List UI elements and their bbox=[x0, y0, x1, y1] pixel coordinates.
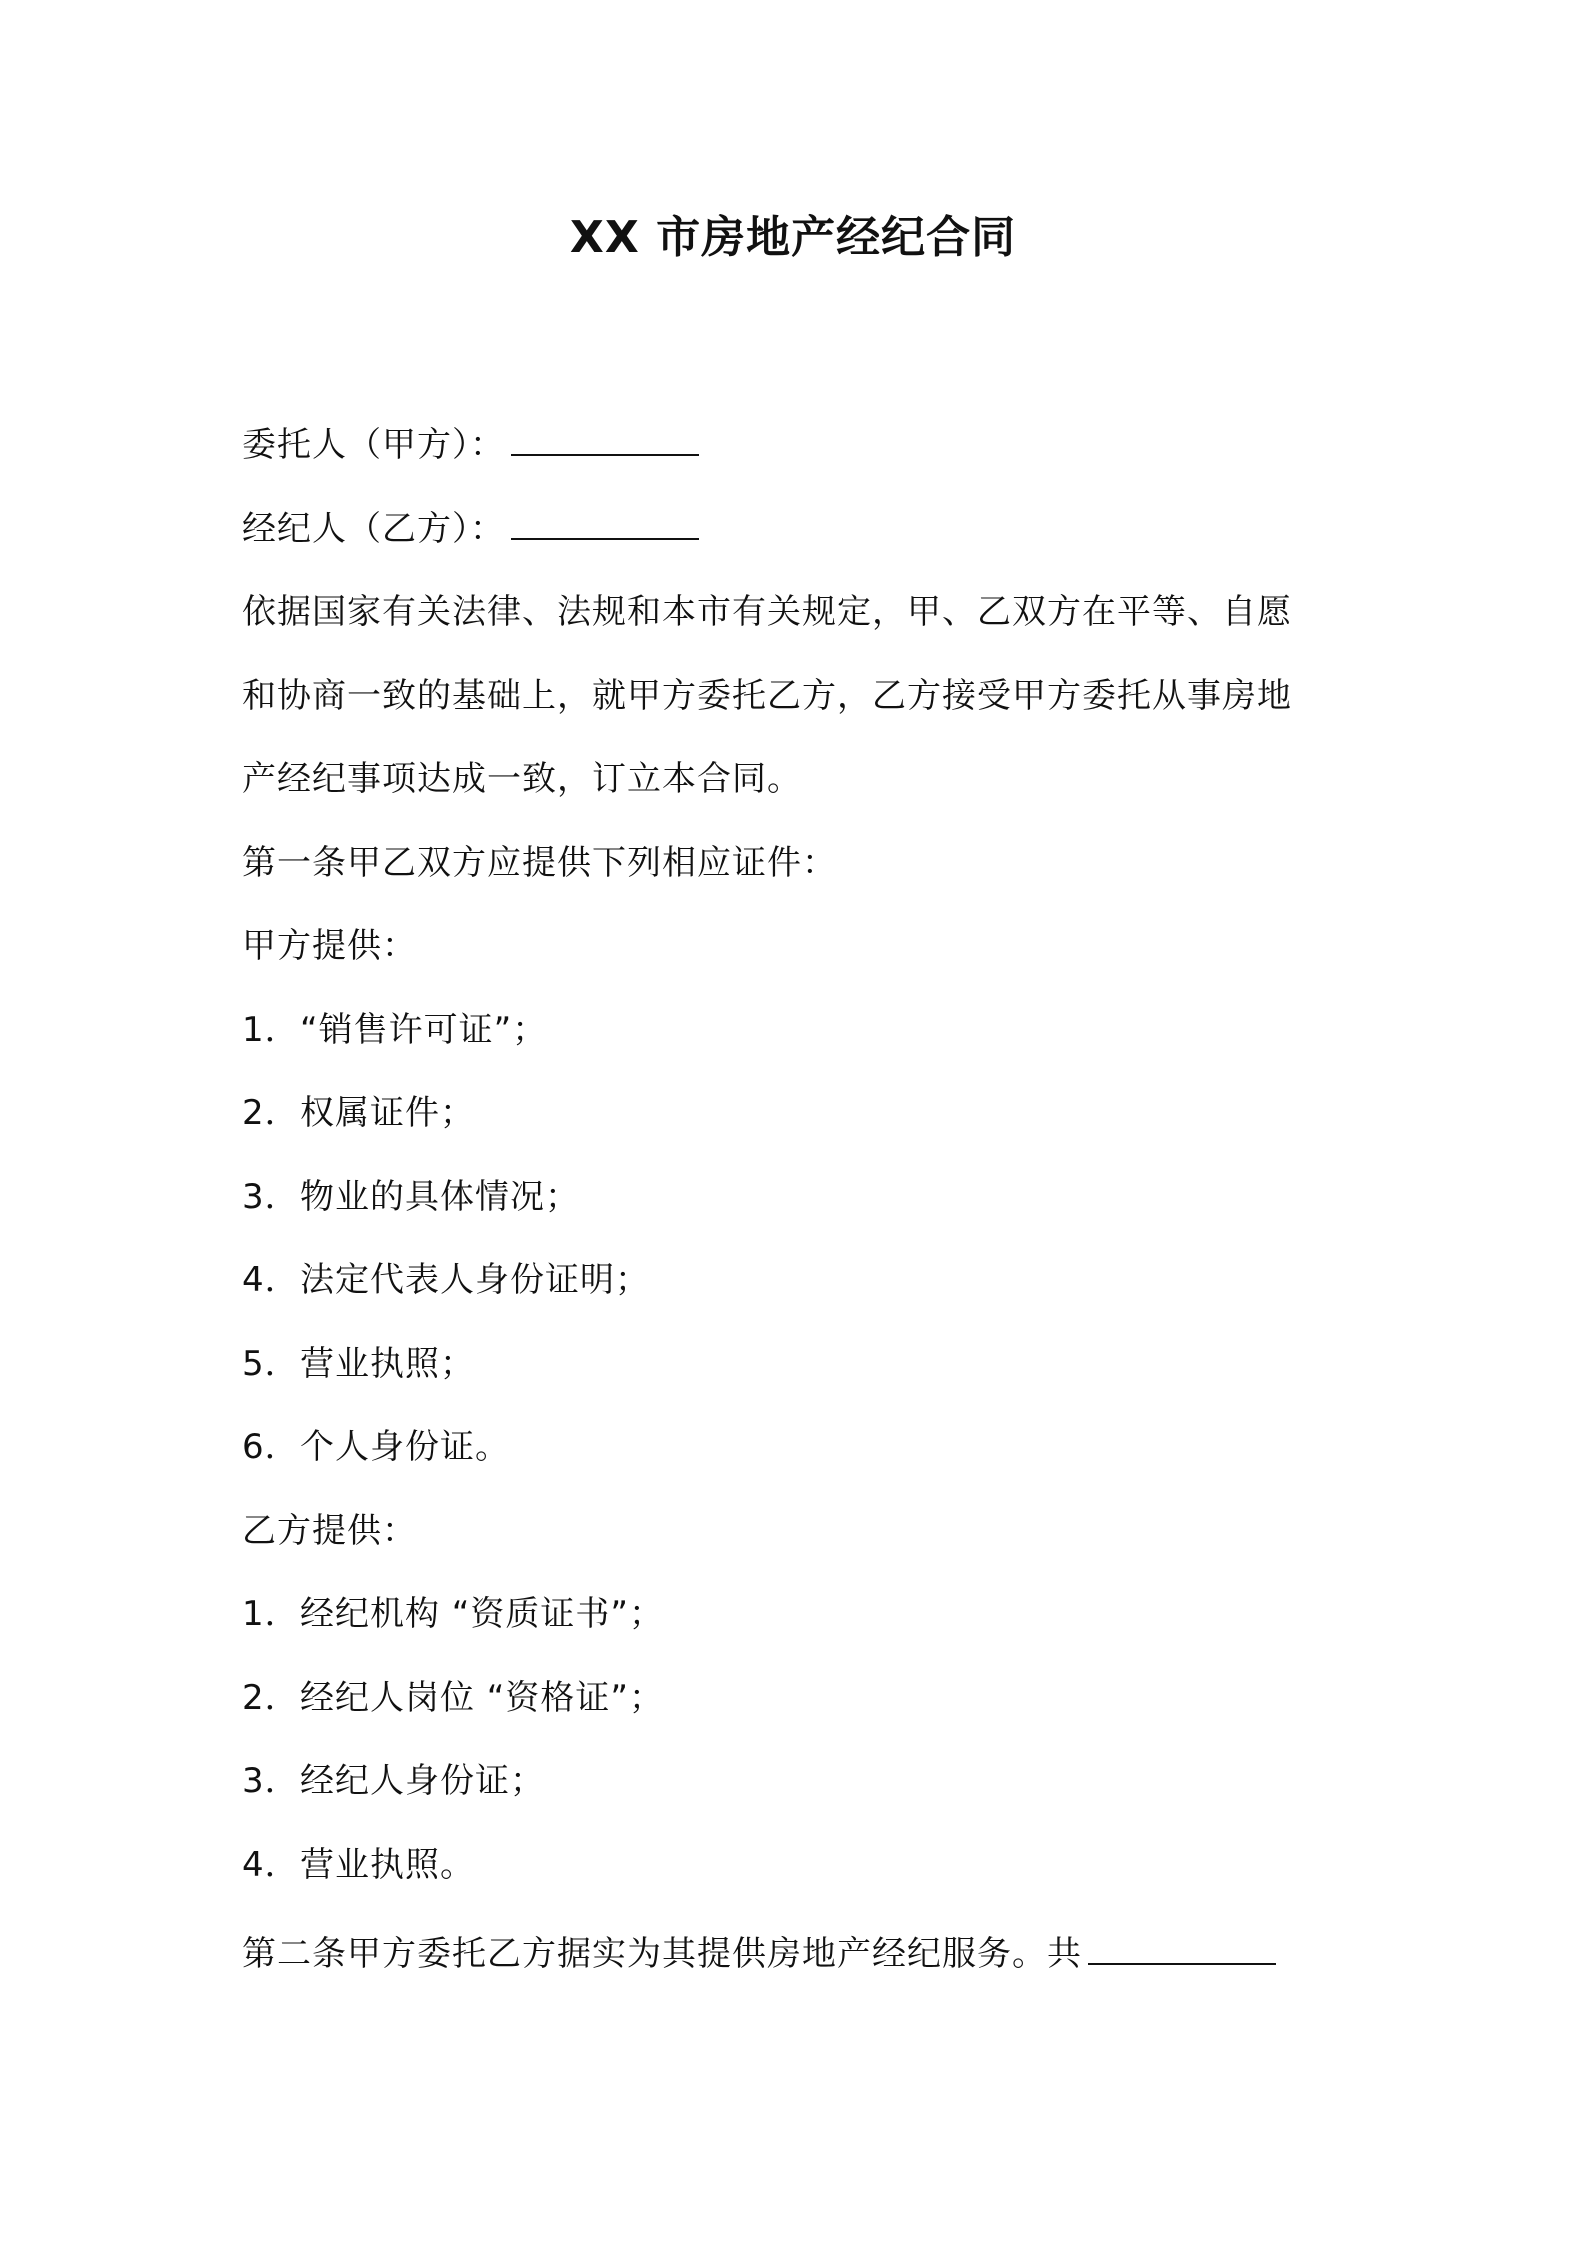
list-item-number: 4． bbox=[242, 1844, 300, 1885]
party-b-line bbox=[242, 488, 1352, 572]
list-item-number: 6． bbox=[242, 1427, 300, 1467]
list-item bbox=[242, 1156, 1352, 1240]
list-item-text: 法定代表人身份证明； bbox=[300, 1260, 650, 1300]
party-b-label: 经纪人（乙方）： bbox=[242, 508, 505, 549]
list-item bbox=[242, 1824, 1352, 1908]
list-item-text: 经纪人岗位 “资格证”； bbox=[300, 1677, 665, 1718]
document-title: XX 市房地产经纪合同 bbox=[569, 212, 1017, 263]
list-item-number: 5． bbox=[242, 1343, 300, 1384]
list-item-number: 4． bbox=[242, 1260, 300, 1300]
party-a-line bbox=[242, 404, 1352, 488]
list-item-number: 1． bbox=[242, 1594, 300, 1634]
list-item-text: 经纪人身份证； bbox=[300, 1761, 545, 1801]
list-item-text: 个人身份证。 bbox=[300, 1427, 510, 1467]
document-body bbox=[242, 404, 1352, 1997]
preamble-line-1: 依据国家有关法律、法规和本市有关规定，甲、乙双方在平等、自愿 bbox=[242, 592, 1292, 632]
list-item bbox=[242, 1239, 1352, 1323]
list-item-text: 权属证件； bbox=[300, 1093, 475, 1133]
party-a-label: 委托人（甲方）： bbox=[242, 425, 505, 465]
party-a-blank bbox=[511, 414, 699, 456]
list-item bbox=[242, 1740, 1352, 1824]
list-item bbox=[242, 1072, 1352, 1156]
list-item-number: 3． bbox=[242, 1761, 300, 1801]
list-item-text: 物业的具体情况； bbox=[300, 1176, 580, 1217]
list-item-number: 1． bbox=[242, 1009, 300, 1050]
article-2-line bbox=[242, 1913, 1352, 1997]
article-2-blank bbox=[1088, 1923, 1276, 1965]
list-item bbox=[242, 989, 1352, 1073]
list-item-number: 3． bbox=[242, 1176, 300, 1217]
article-2-text: 第二条甲方委托乙方据实为其提供房地产经纪服务。共 bbox=[242, 1934, 1082, 1974]
list-item-number: 2． bbox=[242, 1677, 300, 1718]
list-item-text: 经纪机构 “资质证书”； bbox=[300, 1594, 665, 1634]
list-item-number: 2． bbox=[242, 1093, 300, 1133]
list-item bbox=[242, 1657, 1352, 1741]
preamble-line-2: 和协商一致的基础上，就甲方委托乙方，乙方接受甲方委托从事房地 bbox=[242, 675, 1292, 716]
list-item-text: 营业执照。 bbox=[300, 1844, 475, 1885]
list-item-text: 营业执照； bbox=[300, 1343, 475, 1384]
party-a-provides-heading: 甲方提供： bbox=[242, 926, 417, 966]
party-b-blank bbox=[511, 498, 699, 540]
list-item-text: “销售许可证”； bbox=[300, 1009, 548, 1050]
list-item bbox=[242, 1406, 1352, 1490]
party-b-provides-heading: 乙方提供： bbox=[242, 1510, 417, 1551]
list-item bbox=[242, 1573, 1352, 1657]
preamble-line-3: 产经纪事项达成一致，订立本合同。 bbox=[242, 759, 802, 799]
article-1-heading: 第一条甲乙双方应提供下列相应证件： bbox=[242, 842, 837, 883]
list-item bbox=[242, 1323, 1352, 1407]
